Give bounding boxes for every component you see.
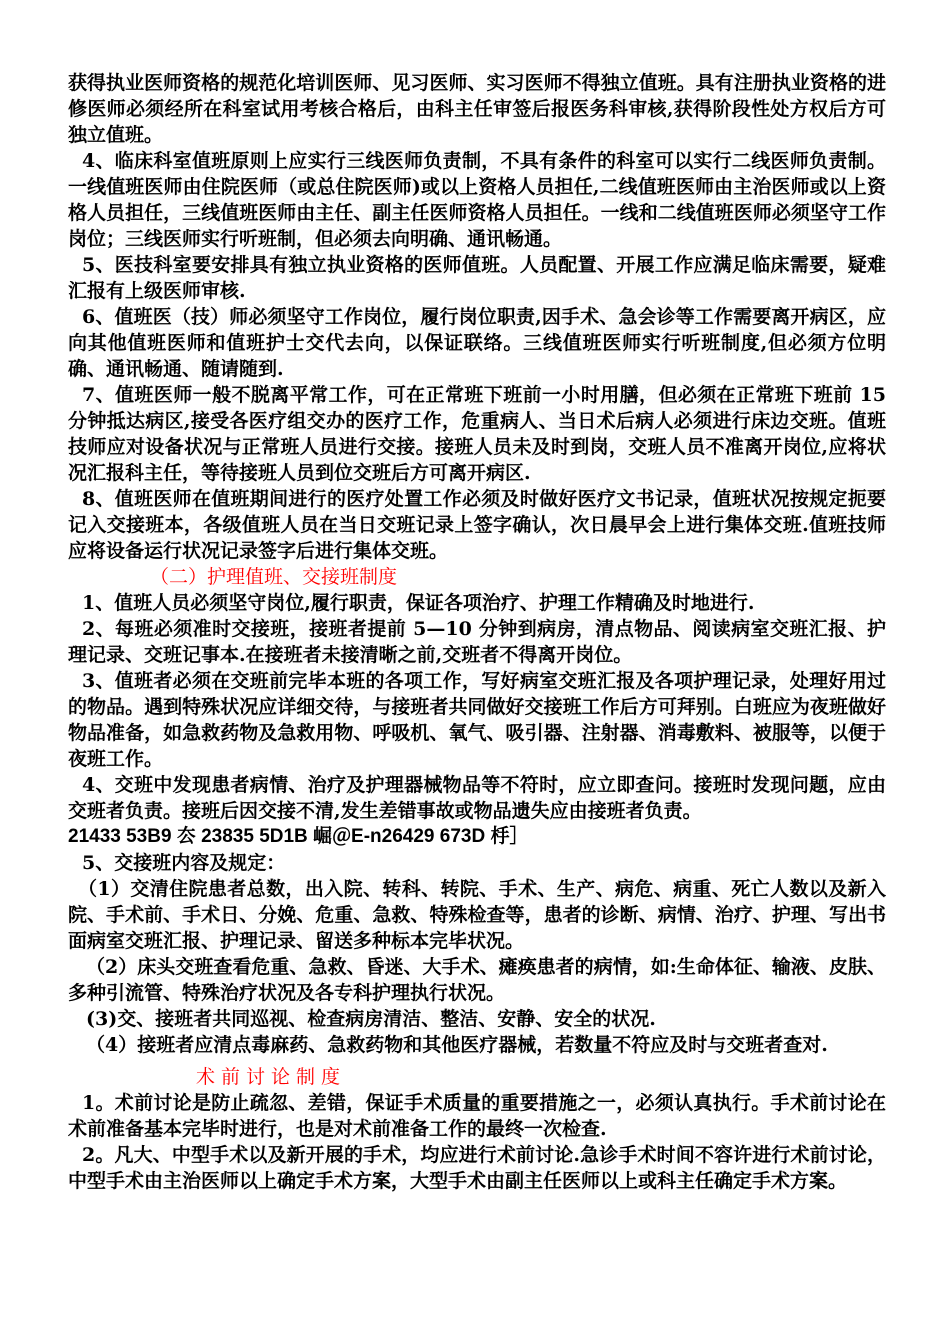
paragraph-handover-1: （1）交清住院患者总数，出入院、转科、转院、手术、生产、病危、病重、死亡人数以及新入院、手术前、手术日、分娩、危重、急救、特殊检查等，患者的诊断、病情、治疗、护理、写出书面病室交班汇报、护理记录、留送多种标本完毕状况。 [68, 878, 886, 952]
paragraph-post-responsibility: 6、值班医（技）师必须坚守工作岗位，履行岗位职责,因手术、急会诊等工作需要离开病区，应向其他值班医师和值班护士交代去向，以保证联络。三线值班医师实行听班制度,但必须方位明确、通讯畅通、随请随到. [68, 306, 886, 380]
paragraph-handover-title: 5、交接班内容及规定： [82, 852, 286, 874]
paragraph-duty-records: 8、值班医师在值班期间进行的医疗处置工作必须及时做好医疗文书记录，值班状况按规定扼要记入交接班本，各级值班人员在当日交班记录上签字确认，次日晨早会上进行集体交班.值班技师应将设备运行状况记录签字后进行集体交班。 [68, 488, 886, 562]
section-heading-preop: 术前讨论制度 [196, 1066, 347, 1088]
paragraph-handover-2: （2）床头交班查看危重、急救、昏迷、大手术、瘫痪患者的病情，如:生命体征、输液、皮肤、多种引流管、特殊治疗状况及各专科护理执行状况。 [68, 956, 886, 1004]
paragraph-duty-hours: 7、值班医师一般不脱离平常工作，可在正常班下班前一小时用膳，但必须在正常班下班前 15 分钟抵达病区,接受各医疗组交办的医疗工作，危重病人、当日术后病人必须进行床边交班。值班技师应对设备状况与正常班人员进行交接。接班人员未及时到岗，交班人员不准离开岗位,应将状况汇报科主任，等待接班人员到位交班后方可离开病区. [68, 384, 886, 484]
paragraph-nursing-2: 2、每班必须准时交接班，接班者提前 5—10 分钟到病房，清点物品、阅读病室交班汇报、护理记录、交班记事本.在接班者未接清晰之前,交班者不得离开岗位。 [68, 618, 886, 666]
section-heading-nursing: （二）护理值班、交接班制度 [150, 566, 398, 588]
paragraph-handover-4: （4）接班者应清点毒麻药、急救药物和其他医疗器械，若数量不符应及时与交班者查对. [86, 1034, 828, 1056]
garbled-text-line: 21433 53B9 厺 23835 5D1B 崛＠E-n26429 673D 杽］ [68, 826, 529, 847]
paragraph-handover-3: (3)交、接班者共同巡视、检查病房清洁、整洁、安静、安全的状况. [86, 1008, 656, 1030]
paragraph-nursing-4: 4、交班中发现患者病情、治疗及护理器械物品等不符时，应立即查问。接班时发现问题，应由交班者负责。接班后因交接不清,发生差错事故或物品遗失应由接班者负责。 [68, 774, 886, 822]
paragraph-preop-1: 1。术前讨论是防止疏忽、差错，保证手术质量的重要措施之一，必须认真执行。手术前讨论在术前准备基本完毕时进行，也是对术前准备工作的最终一次检查. [68, 1092, 886, 1140]
paragraph-medtech-duty: 5、医技科室要安排具有独立执业资格的医师值班。人员配置、开展工作应满足临床需要，疑难汇报有上级医师审核. [68, 254, 886, 302]
document-page [68, 70, 886, 1194]
paragraph-preop-2: 2。凡大、中型手术以及新开展的手术，均应进行术前讨论.急诊手术时间不容许进行术前讨论，中型手术由主治医师以上确定手术方案，大型手术由副主任医师以上或科主任确定手术方案。 [68, 1144, 886, 1192]
paragraph-nursing-1: 1、值班人员必须坚守岗位,履行职责，保证各项治疗、护理工作精确及时地进行. [82, 592, 755, 614]
paragraph-duty-qualification: 获得执业医师资格的规范化培训医师、见习医师、实习医师不得独立值班。具有注册执业资格的进修医师必须经所在科室试用考核合格后，由科主任审签后报医务科审核,获得阶段性处方权后方可独立值班。 [68, 72, 886, 146]
paragraph-nursing-3: 3、值班者必须在交班前完毕本班的各项工作，写好病室交班汇报及各项护理记录，处理好用过的物品。遇到特殊状况应详细交待，与接班者共同做好交接班工作后方可拜别。白班应为夜班做好物品准备，如急救药物及急救用物、呼吸机、氧气、吸引器、注射器、消毒敷料、被服等，以便于夜班工作。 [68, 670, 886, 770]
paragraph-clinical-duty: 4、临床科室值班原则上应实行三线医师负责制，不具有条件的科室可以实行二线医师负责制。一线值班医师由住院医师（或总住院医师)或以上资格人员担任,二线值班医师由主治医师或以上资格人员担任，三线值班医师由主任、副主任医师资格人员担任。一线和二线值班医师必须坚守工作岗位；三线医师实行听班制，但必须去向明确、通讯畅通。 [68, 150, 886, 250]
